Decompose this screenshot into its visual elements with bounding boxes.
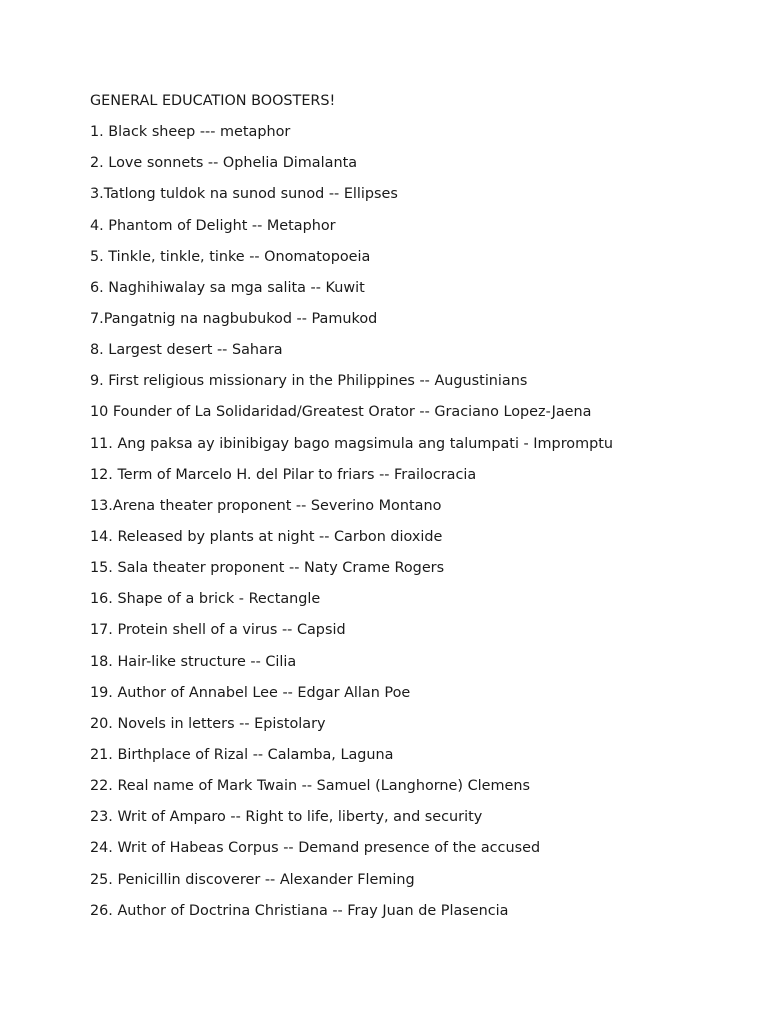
list-item: 8. Largest desert -- Sahara xyxy=(90,342,283,359)
list-item: 3.Tatlong tuldok na sunod sunod -- Ellipses xyxy=(90,186,398,203)
document-title: GENERAL EDUCATION BOOSTERS! xyxy=(90,93,336,109)
document-body xyxy=(90,91,750,932)
list-item: 23. Writ of Amparo -- Right to life, liberty, and security xyxy=(90,809,483,826)
list-item: 22. Real name of Mark Twain -- Samuel (Langhorne) Clemens xyxy=(90,778,530,795)
list-item: 21. Birthplace of Rizal -- Calamba, Laguna xyxy=(90,746,394,763)
list-item: 13.Arena theater proponent -- Severino Montano xyxy=(90,497,442,514)
list-item: 25. Penicillin discoverer -- Alexander Fleming xyxy=(90,871,415,888)
list-item: 10 Founder of La Solidaridad/Greatest Orator -- Graciano Lopez-Jaena xyxy=(90,404,592,421)
list-item: 14. Released by plants at night -- Carbon dioxide xyxy=(90,528,443,545)
list-item: 17. Protein shell of a virus -- Capsid xyxy=(90,622,346,639)
list-item: 18. Hair-like structure -- Cilia xyxy=(90,653,297,670)
list-item: 5. Tinkle, tinkle, tinke -- Onomatopoeia xyxy=(90,248,371,265)
list-item: 24. Writ of Habeas Corpus -- Demand presence of the accused xyxy=(90,840,541,857)
list-item: 26. Author of Doctrina Christiana -- Fray Juan de Plasencia xyxy=(90,902,509,919)
list-item: 7.Pangatnig na nagbubukod -- Pamukod xyxy=(90,310,378,327)
list-item: 1. Black sheep --- metaphor xyxy=(90,124,291,141)
list-item: 11. Ang paksa ay ibinibigay bago magsimula ang talumpati - Impromptu xyxy=(90,435,614,452)
list-item: 9. First religious missionary in the Philippines -- Augustinians xyxy=(90,373,528,390)
list-item: 2. Love sonnets -- Ophelia Dimalanta xyxy=(90,155,358,172)
list-item: 4. Phantom of Delight -- Metaphor xyxy=(90,217,336,234)
list-item: 6. Naghihiwalay sa mga salita -- Kuwit xyxy=(90,279,365,296)
list-item: 12. Term of Marcelo H. del Pilar to friars -- Frailocracia xyxy=(90,466,477,483)
list-item: 15. Sala theater proponent -- Naty Crame Rogers xyxy=(90,560,445,577)
list-item: 16. Shape of a brick - Rectangle xyxy=(90,591,321,608)
list-item: 20. Novels in letters -- Epistolary xyxy=(90,715,326,732)
list-item: 19. Author of Annabel Lee -- Edgar Allan Poe xyxy=(90,684,411,701)
